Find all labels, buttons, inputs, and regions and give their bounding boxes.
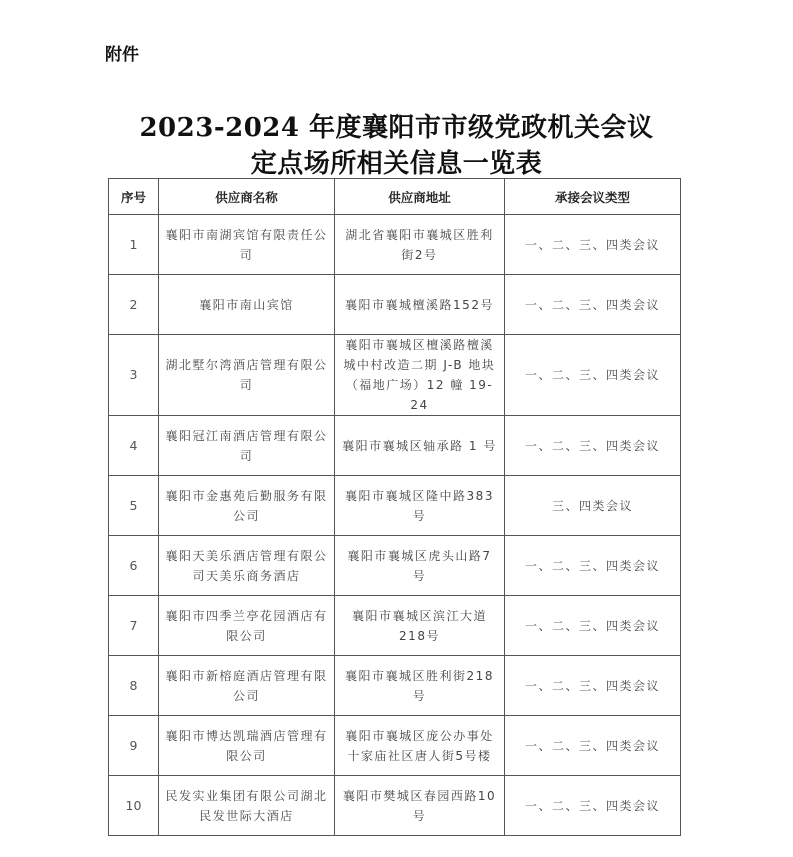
- table-row: [109, 335, 681, 416]
- cell-supplier-name: 襄阳市南山宾馆: [159, 275, 335, 335]
- cell-supplier-name: 襄阳天美乐酒店管理有限公司天美乐商务酒店: [159, 536, 335, 596]
- cell-supplier-name: 襄阳市新榕庭酒店管理有限公司: [159, 656, 335, 716]
- cell-meeting-type: 一、二、三、四类会议: [505, 716, 681, 776]
- table-row: [109, 476, 681, 536]
- cell-serial-number: 5: [109, 476, 159, 536]
- cell-meeting-type: 一、二、三、四类会议: [505, 596, 681, 656]
- header-serial-number: 序号: [109, 179, 159, 215]
- cell-serial-number: 2: [109, 275, 159, 335]
- cell-meeting-type: 三、四类会议: [505, 476, 681, 536]
- cell-supplier-address: 襄阳市襄城区胜利街218号: [335, 656, 505, 716]
- table-row: [109, 275, 681, 335]
- cell-serial-number: 3: [109, 335, 159, 416]
- table-row: [109, 416, 681, 476]
- cell-serial-number: 8: [109, 656, 159, 716]
- cell-meeting-type: 一、二、三、四类会议: [505, 536, 681, 596]
- table-row: [109, 776, 681, 836]
- header-supplier-address: 供应商地址: [335, 179, 505, 215]
- table-header-row: [109, 179, 681, 215]
- cell-serial-number: 10: [109, 776, 159, 836]
- cell-supplier-name: 襄阳冠江南酒店管理有限公司: [159, 416, 335, 476]
- cell-serial-number: 4: [109, 416, 159, 476]
- cell-meeting-type: 一、二、三、四类会议: [505, 275, 681, 335]
- annex-label: 附件: [105, 45, 139, 65]
- cell-meeting-type: 一、二、三、四类会议: [505, 776, 681, 836]
- cell-supplier-address: 襄阳市襄城区庞公办事处十家庙社区唐人街5号楼: [335, 716, 505, 776]
- cell-serial-number: 1: [109, 215, 159, 275]
- cell-meeting-type: 一、二、三、四类会议: [505, 215, 681, 275]
- cell-supplier-address: 襄阳市襄城区轴承路 1 号: [335, 416, 505, 476]
- table-row: [109, 596, 681, 656]
- cell-serial-number: 9: [109, 716, 159, 776]
- cell-supplier-name: 襄阳市南湖宾馆有限责任公司: [159, 215, 335, 275]
- cell-supplier-address: 湖北省襄阳市襄城区胜利街2号: [335, 215, 505, 275]
- cell-supplier-address: 襄阳市襄城檀溪路152号: [335, 275, 505, 335]
- table-row: [109, 656, 681, 716]
- supplier-table: [108, 178, 681, 836]
- header-meeting-type: 承接会议类型: [505, 179, 681, 215]
- table-row: [109, 716, 681, 776]
- cell-supplier-address: 襄阳市襄城区虎头山路7号: [335, 536, 505, 596]
- cell-supplier-name: 湖北墅尔湾酒店管理有限公司: [159, 335, 335, 416]
- document-title-line-1: 2023-2024 年度襄阳市市级党政机关会议: [139, 113, 654, 143]
- table-row: [109, 536, 681, 596]
- cell-supplier-name: 襄阳市金惠苑后勤服务有限公司: [159, 476, 335, 536]
- cell-supplier-address: 襄阳市樊城区春园西路10号: [335, 776, 505, 836]
- cell-meeting-type: 一、二、三、四类会议: [505, 335, 681, 416]
- cell-supplier-name: 襄阳市博达凯瑞酒店管理有限公司: [159, 716, 335, 776]
- document-title-line-2: 定点场所相关信息一览表: [250, 149, 543, 179]
- table-row: [109, 215, 681, 275]
- header-supplier-name: 供应商名称: [159, 179, 335, 215]
- cell-supplier-name: 襄阳市四季兰亭花园酒店有限公司: [159, 596, 335, 656]
- cell-meeting-type: 一、二、三、四类会议: [505, 416, 681, 476]
- cell-supplier-address: 襄阳市襄城区隆中路383号: [335, 476, 505, 536]
- cell-serial-number: 7: [109, 596, 159, 656]
- cell-serial-number: 6: [109, 536, 159, 596]
- cell-supplier-address: 襄阳市襄城区檀溪路檀溪城中村改造二期 J-B 地块（福地广场）12 幢 19-24: [335, 335, 505, 416]
- cell-supplier-name: 民发实业集团有限公司湖北民发世际大酒店: [159, 776, 335, 836]
- cell-meeting-type: 一、二、三、四类会议: [505, 656, 681, 716]
- cell-supplier-address: 襄阳市襄城区滨江大道218号: [335, 596, 505, 656]
